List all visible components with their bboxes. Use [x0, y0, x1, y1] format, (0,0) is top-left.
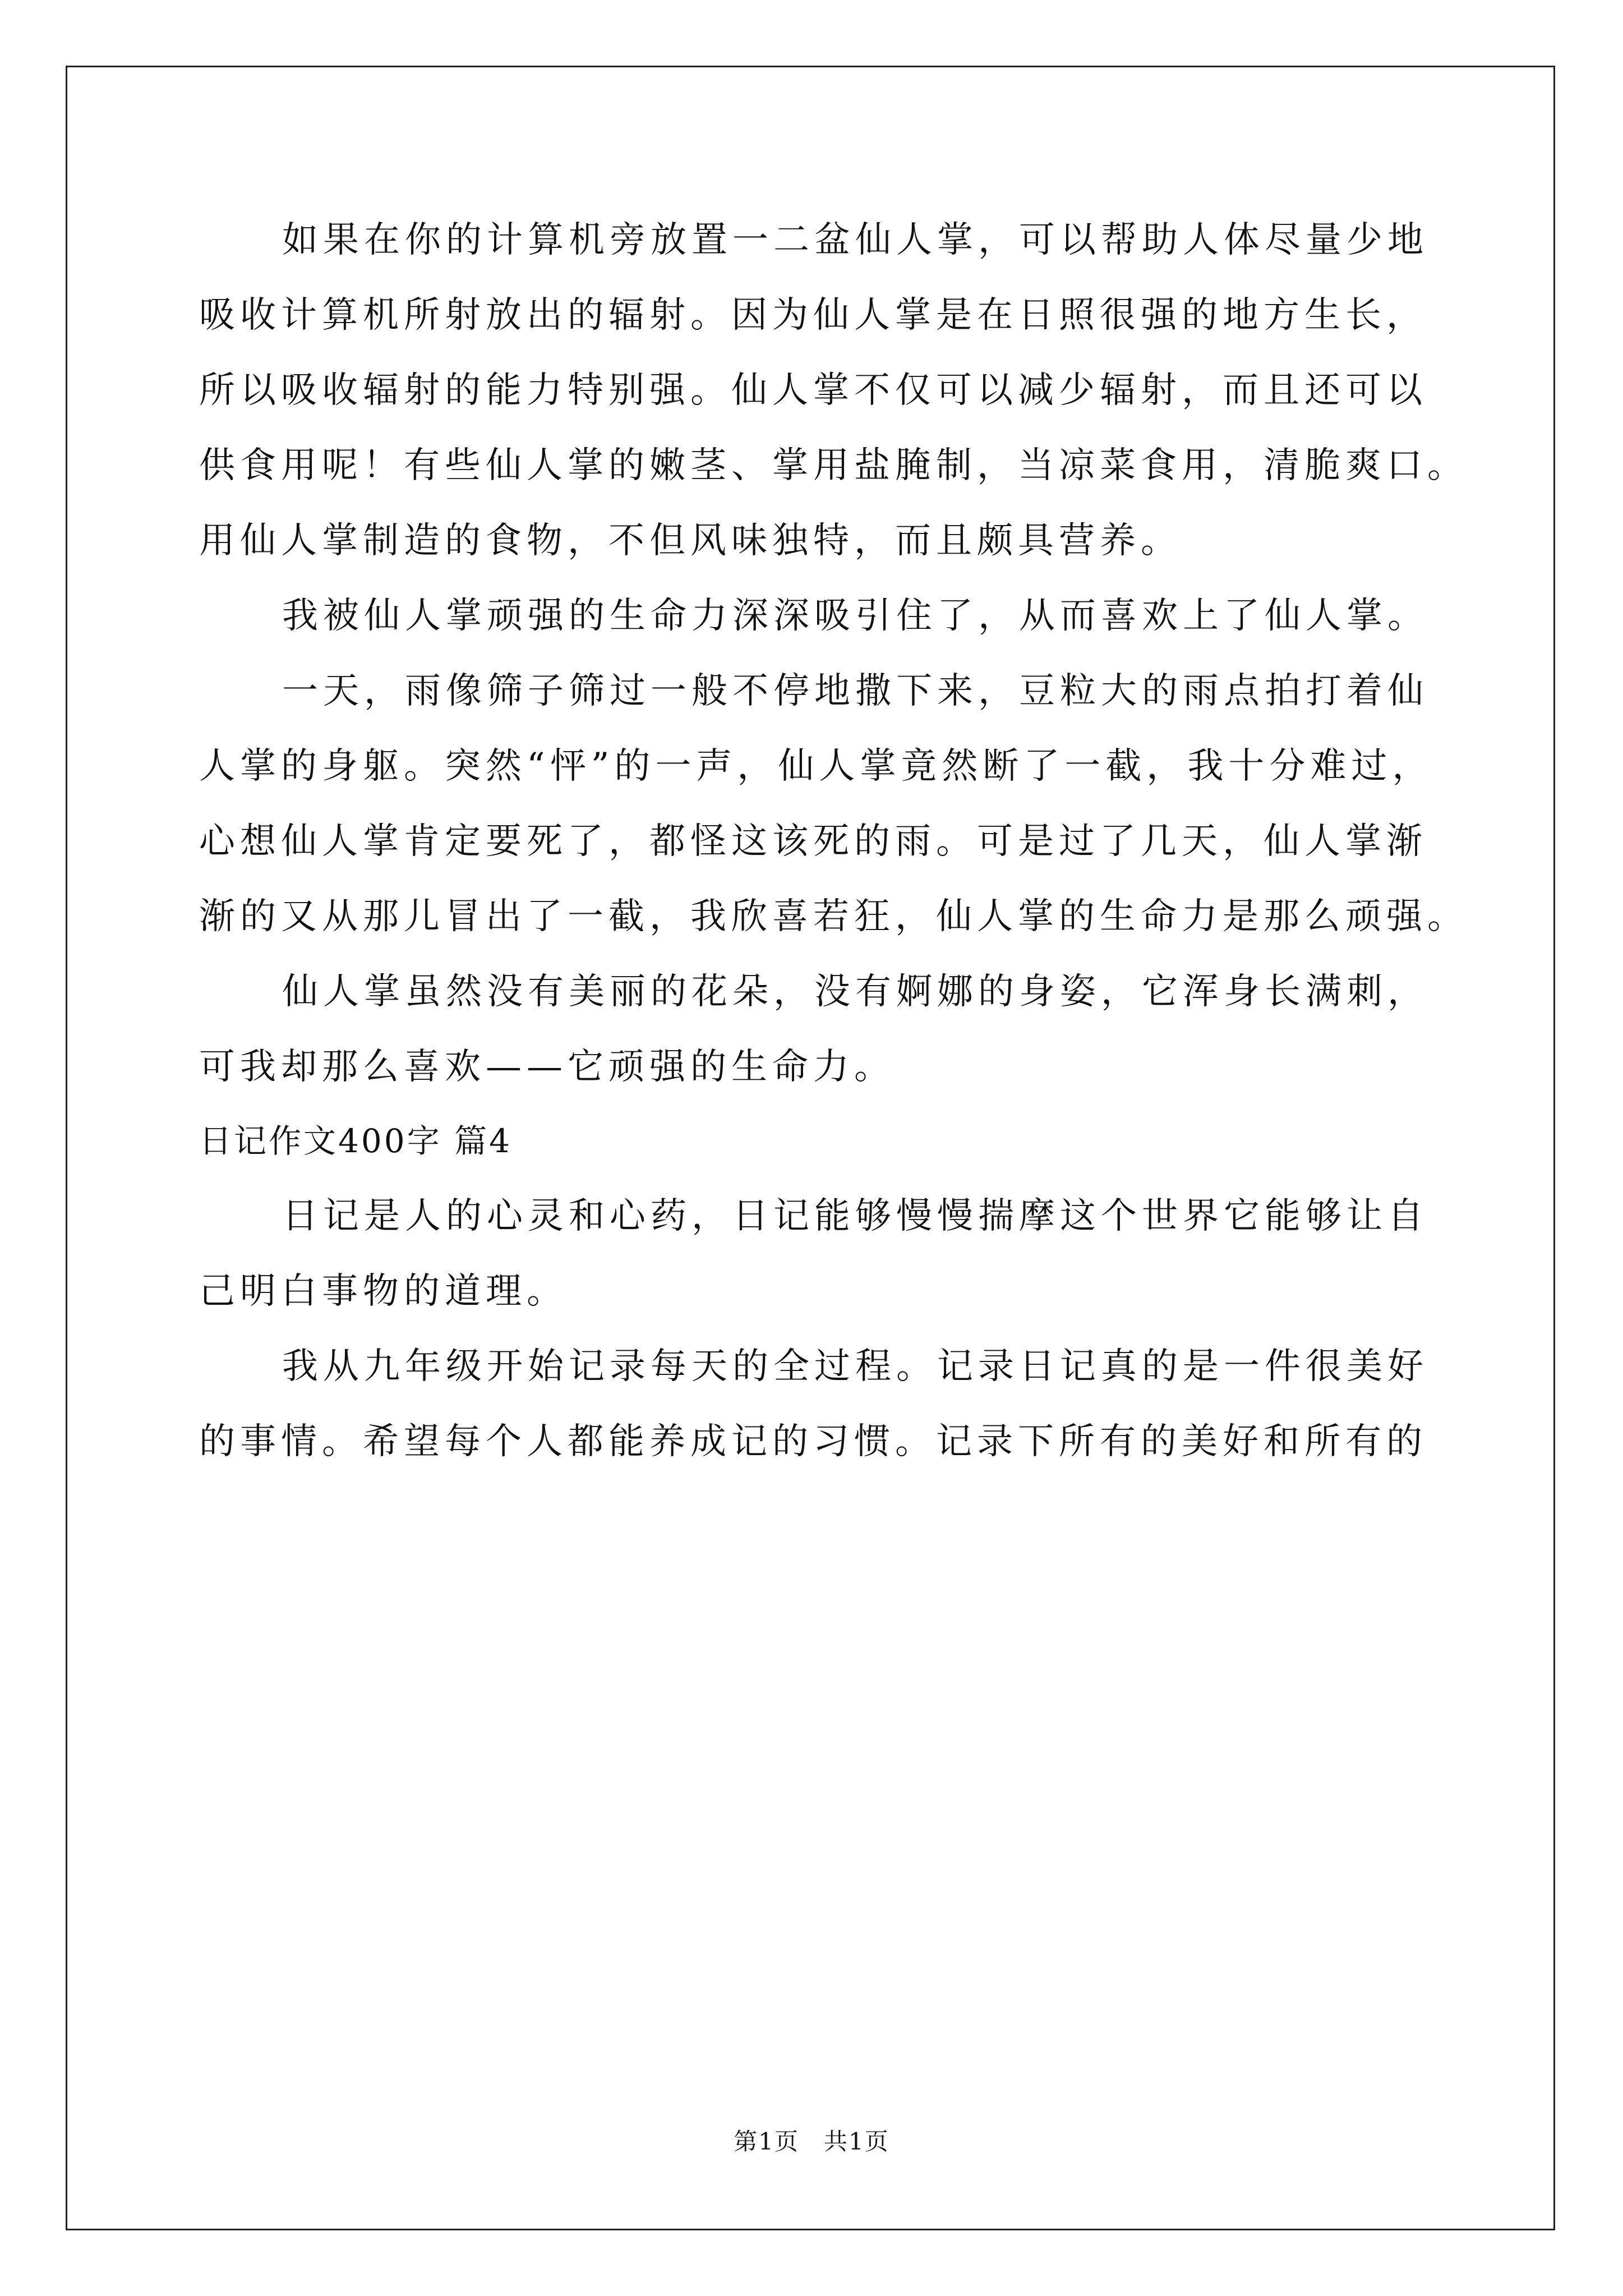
paragraph-line: 人掌的身躯。突然“怦”的一声，仙人掌竟然断了一截，我十分难过， — [199, 746, 1433, 787]
paragraph-line: 渐的又从那儿冒出了一截，我欣喜若狂，仙人掌的生命力是那么顽强。 — [199, 896, 1468, 937]
paragraph-line: 吸收计算机所射放出的辐射。因为仙人掌是在日照很强的地方生长， — [199, 295, 1427, 336]
paragraph-line: 的事情。希望每个人都能养成记的习惯。记录下所有的美好和所有的 — [199, 1421, 1427, 1462]
paragraph-line: 日记是人的心灵和心药，日记能够慢慢揣摩这个世界它能够让自 — [282, 1195, 1428, 1237]
paragraph-line: 心想仙人掌肯定要死了，都怪这该死的雨。可是过了几天，仙人掌渐 — [199, 821, 1427, 862]
paragraph-line: 用仙人掌制造的食物，不但风味独特，而且颇具营养。 — [199, 520, 1182, 562]
paragraph-line: 己明白事物的道理。 — [199, 1271, 568, 1312]
page-number-footer: 第1页 共1页 — [734, 2128, 889, 2155]
paragraph-line: 我被仙人掌顽强的生命力深深吸引住了，从而喜欢上了仙人掌。 — [282, 595, 1428, 637]
paragraph-line: 如果在你的计算机旁放置一二盆仙人掌，可以帮助人体尽量少地 — [282, 219, 1428, 261]
section-heading: 日记作文400字 篇4 — [199, 1122, 513, 1160]
paragraph-line: 所以吸收辐射的能力特别强。仙人掌不仅可以减少辐射，而且还可以 — [199, 370, 1427, 411]
paragraph-line: 仙人掌虽然没有美丽的花朵，没有婀娜的身姿，它浑身长满刺， — [282, 971, 1428, 1013]
paragraph-line: 一天，雨像筛子筛过一般不停地撒下来，豆粒大的雨点拍打着仙 — [282, 670, 1428, 712]
paragraph-line: 供食用呢！有些仙人掌的嫩茎、掌用盐腌制，当凉菜食用，清脆爽口。 — [199, 445, 1468, 486]
paragraph-line: 可我却那么喜欢——它顽强的生命力。 — [199, 1046, 895, 1088]
paragraph-line: 我从九年级开始记录每天的全过程。记录日记真的是一件很美好 — [282, 1346, 1428, 1387]
